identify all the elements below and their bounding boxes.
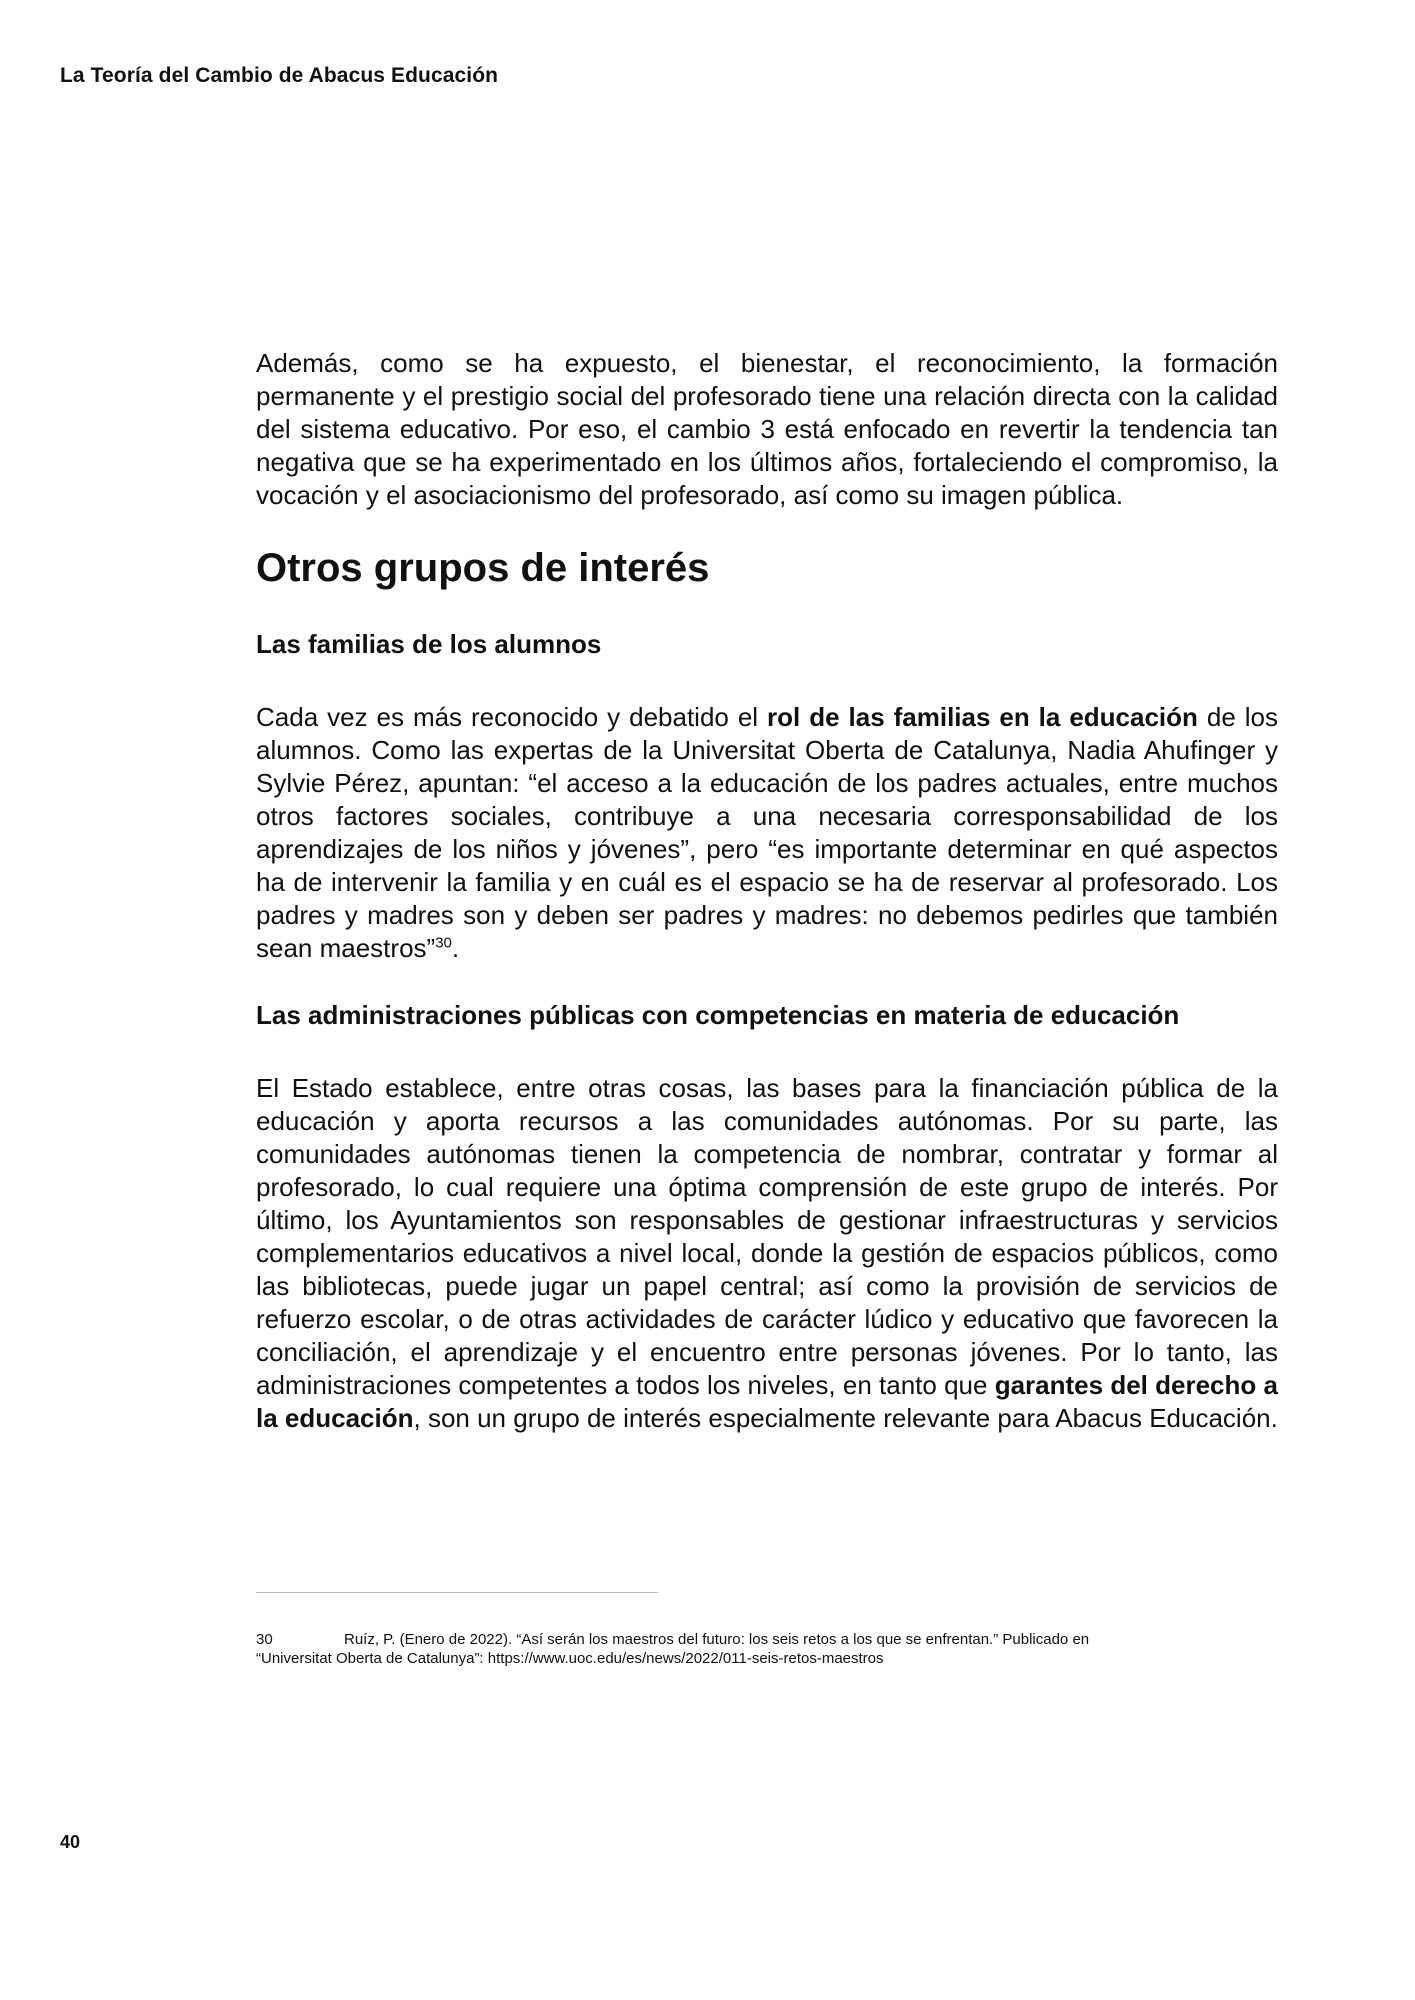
families-text-end: .: [451, 933, 460, 963]
administrations-heading: Las administraciones públicas con competencias en materia de educación: [256, 1000, 1180, 1030]
main-content: [256, 347, 1278, 1435]
administrations-text-start: El Estado establece, entre otras cosas, las bases para la financiación pública de la educación y aporta recursos a las comunidades autónomas. Por su parte, las comunidades autónomas tienen la competencia de nombrar, contratar y formar al profesorado, lo cual requiere una óptima comprensión de este grupo de interés. Por último, los Ayuntamientos son responsables de gestionar infraestructuras y servicios complementarios educativos a nivel local, donde la gestión de espacios públicos, como las bibliotecas, puede jugar un papel central; así como la provisión de servicios de refuerzo escolar, o de otras actividades de carácter lúdico y educativo que favorecen la conciliación, el aprendizaje y el encuentro entre personas jóvenes. Por lo tanto, las administraciones competentes a todos los niveles, en tanto que: [256, 1073, 1278, 1400]
families-heading: Las familias de los alumnos: [256, 629, 602, 659]
page-number: 40: [60, 1832, 81, 1852]
footnote-divider: [256, 1592, 658, 1593]
intro-paragraph: Además, como se ha expuesto, el bienestar, el reconocimiento, la formación permanente y el prestigio social del profesorado tiene una relación directa con la calidad del sistema educativo. Por eso, el cambio 3 está enfocado en revertir la tendencia tan negativa que se ha experimentado en los últimos años, fortaleciendo el compromiso, la vocación y el asociacionismo del profesorado, así como su imagen pública.: [256, 348, 1278, 510]
footnote: [256, 1630, 1156, 1668]
footnote-reference[interactable]: 30: [435, 934, 452, 952]
footnote-text: Ruíz, P. (Enero de 2022). “Así serán los maestros del futuro: los seis retos a los que se enfrentan.” Publicado en “Universitat Oberta de Catalunya”: https://www.uoc.edu/es/news/2022/011-seis-retos-maestros: [256, 1631, 1090, 1667]
families-text-start: Cada vez es más reconocido y debatido el: [256, 702, 768, 732]
families-bold-text: rol de las familias en la educación: [767, 702, 1198, 732]
administrations-bold-text: garantes del derecho a la educación: [256, 1370, 1278, 1433]
families-paragraph: [256, 701, 1278, 965]
footnote-number: 30: [256, 1631, 273, 1648]
running-header: La Teoría del Cambio de Abacus Educación: [60, 64, 499, 87]
administrations-text-end: , son un grupo de interés especialmente relevante para Abacus Educación.: [413, 1403, 1278, 1433]
administrations-paragraph: [256, 1072, 1278, 1435]
families-text-middle: de los alumnos. Como las expertas de la Universitat Oberta de Catalunya, Nadia Ahufinger y Sylvie Pérez, apuntan: “el acceso a la educación de los padres actuales, entre muchos otros factores sociales, contribuye a una necesaria corresponsabilidad de los aprendizajes de los niños y jóvenes”, pero “es importante determinar en qué aspectos ha de intervenir la familia y en cuál es el espacio se ha de reservar al profesorado. Los padres y madres son y deben ser padres y madres: no debemos pedirles que también sean maestros”: [256, 702, 1278, 963]
section-title: Otros grupos de interés: [256, 546, 710, 590]
